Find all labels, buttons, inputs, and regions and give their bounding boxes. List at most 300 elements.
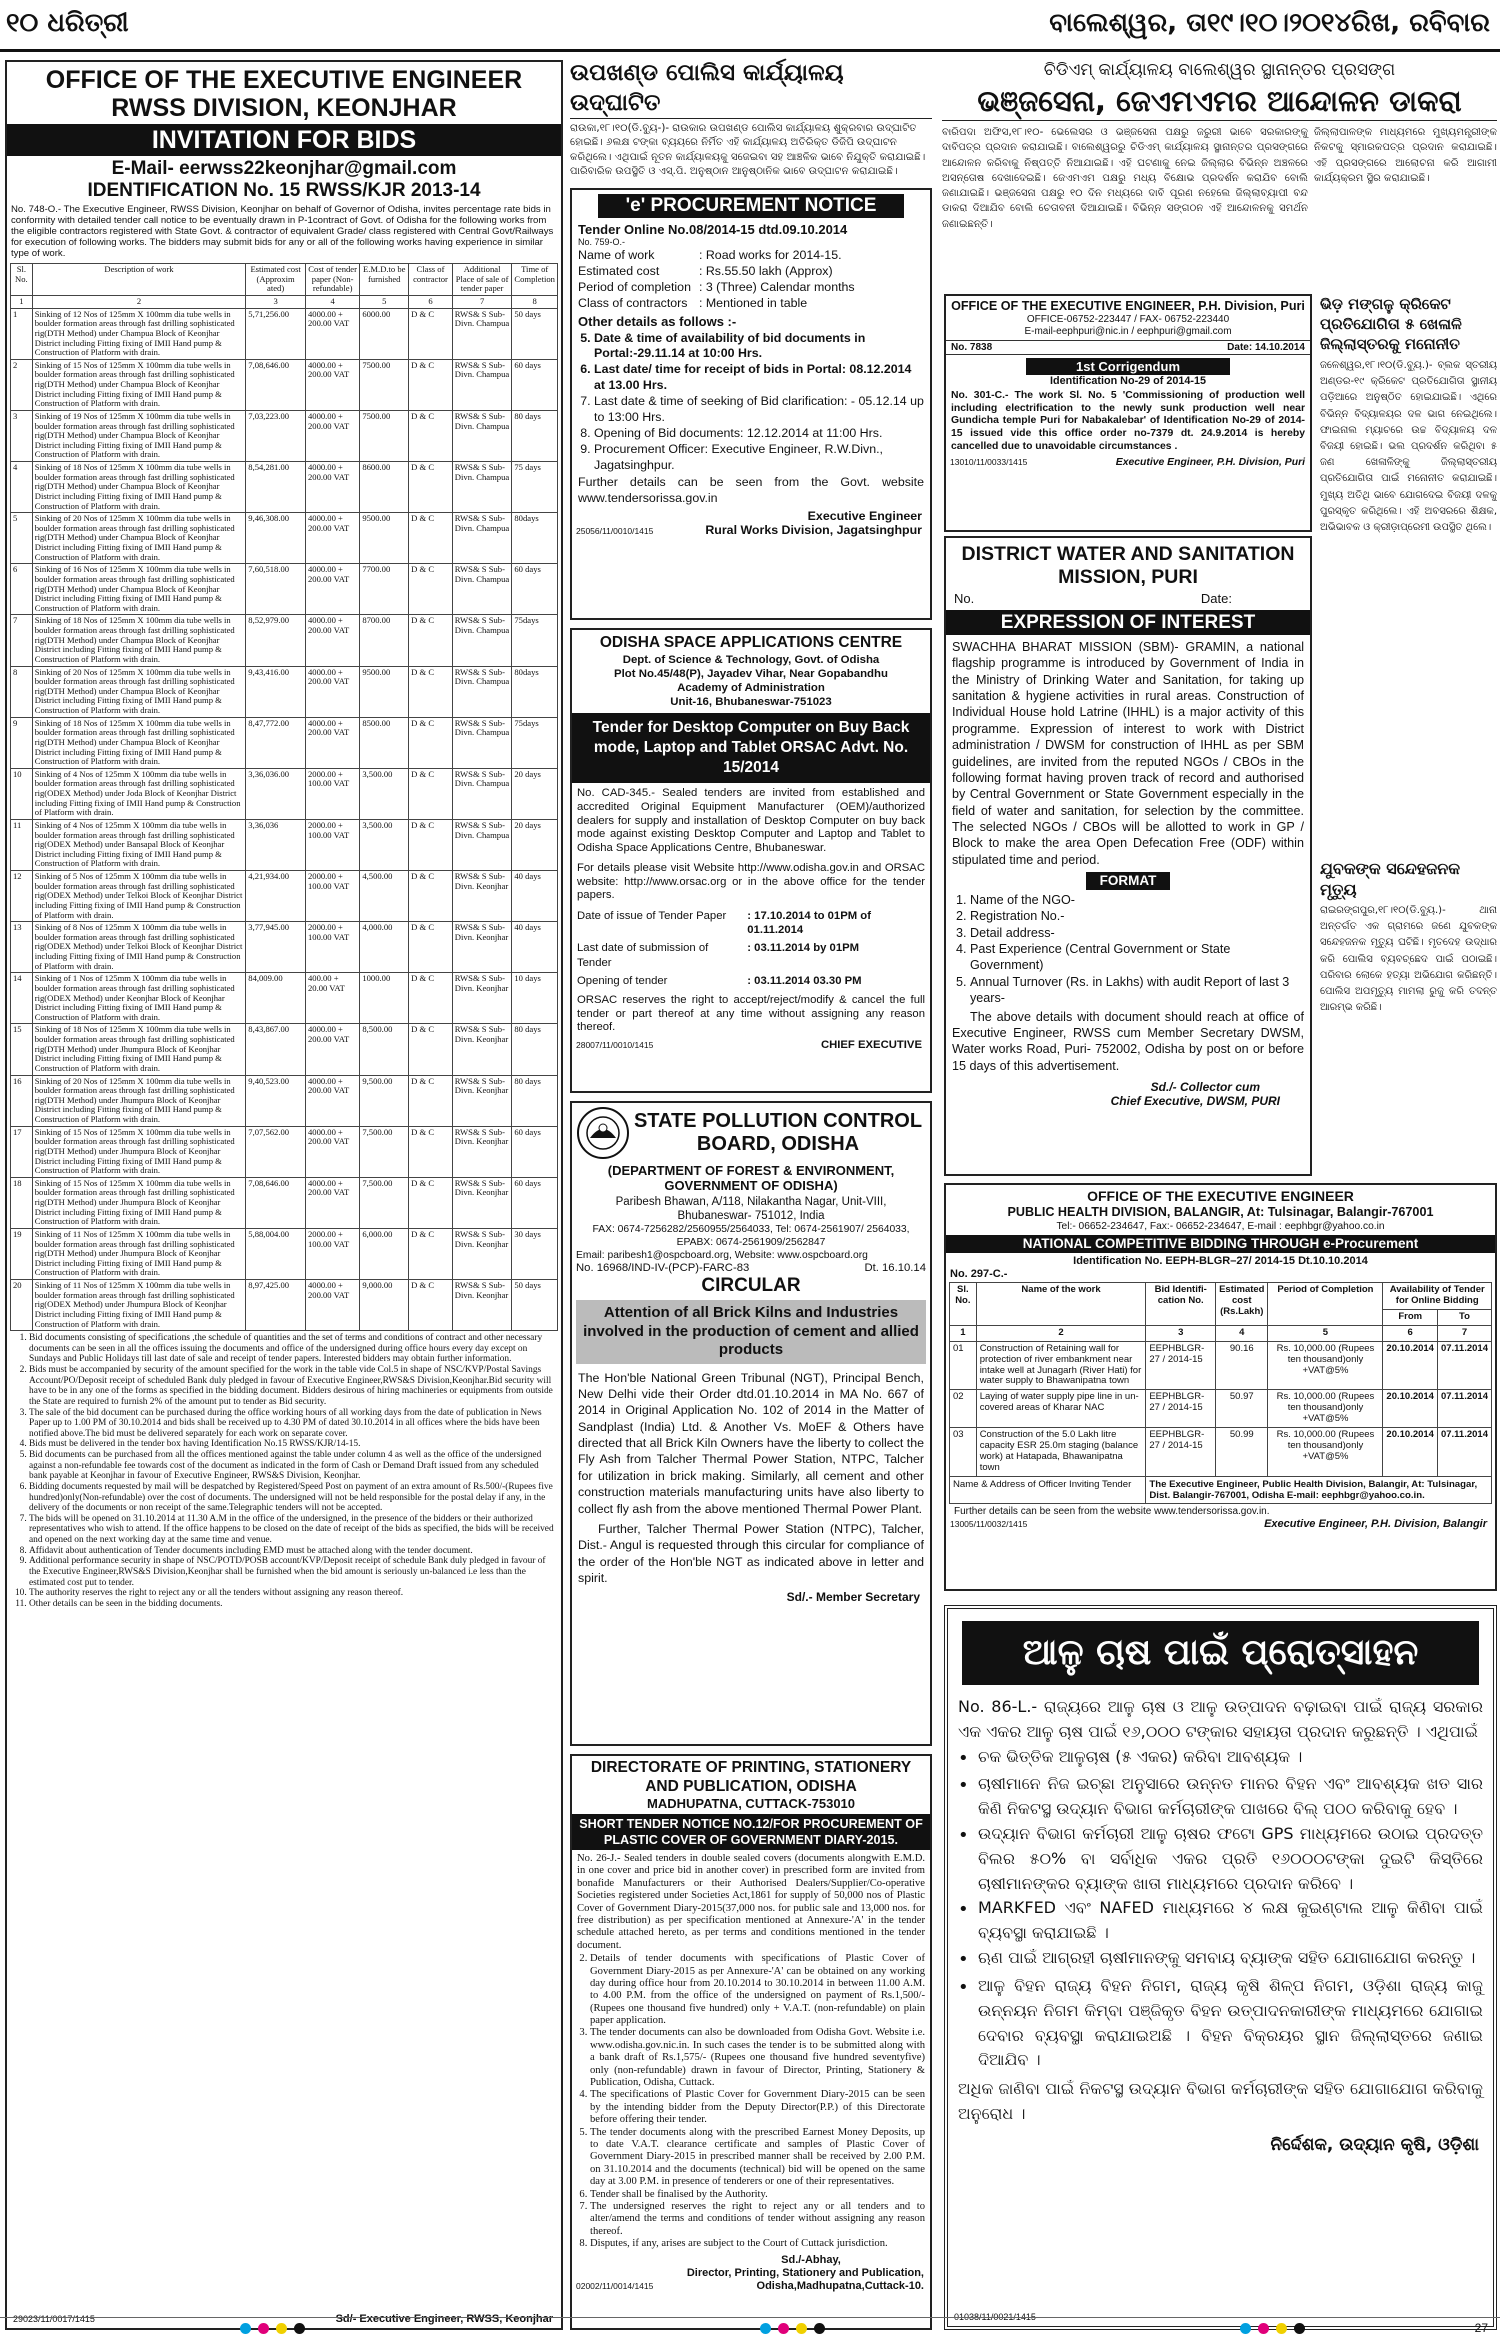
table-cell: Sinking of 18 Nos of 125mm X 100mm dia tube wells in boulder formation areas through fast drilling sophisticated rig(DTH Method) under Champua Block of Keonjhar District including Fitting fixing of IMII Hand pump & Construction of Platform with drain. [32,462,246,513]
table-cell: 4000.00 + 200.00 VAT [305,717,359,768]
format-item: 2. Registration No.- [970,908,1304,924]
bullet-text: ଆଳୁ ବିହନ ରାଜ୍ୟ ବିହନ ନିଗମ, ରାଜ୍ୟ କୃଷି ଶିଳ୍ପ ନିଗମ, ଓଡ଼ିଶା ରାଜ୍ୟ କାଜୁ ଉନ୍ନୟନ ନିଗମ କିମ୍ବା ପଞ୍ଜିକୃତ ବିହନ ଉତ୍ପାଦନକାରୀଙ୍କ ମାଧ୍ୟମରେ ଯୋଗାଇ ଦେବାର ବ୍ୟବସ୍ଥା କରାଯାଇଅଛି । ବିହନ ବିକ୍ରୟର ସ୍ଥାନ ଜିଲ୍ଲାସ୍ତରେ ଜଣାଇ ଦିଆଯିବ । [978,1975,1483,2070]
ad-code: 13010/11/0033/1415 [950,457,1028,468]
table-cell: 7,03,223.00 [246,410,306,461]
column-number: 2 [32,296,246,309]
circular-para1: The Hon'ble National Green Tribunal (NGT), Principal Bench, New Delhi vide their Order dtd.01.10.2014 in MA No. 667 of 2014 in Original Application No. 102 of 2014 in the Matter of Sandplast (India) Ltd. & Another Vs. MoEF & Others have directed that all Brick Kiln Owners have the liberty to collect the Fly Ash from Talcher Thermal Power Station, NTPC, Talcher for utilization in brick making. Similarly, all cement and other construction materials manufacturing units have also liberty to collect fly ash from the above mentioned Thermal Power Plant. [578,1370,924,1516]
bhanja-sena-news [942,58,1497,286]
row-number: 1 [11,308,33,359]
ad-sub1: Dept. of Science & Technology, Govt. of Odisha [622,654,880,666]
bullet-icon: • [958,1747,969,1769]
ad-code: 02002/11/0014/1415 [576,2280,654,2291]
news-kicker: ଚିଡିଏମ୍ କାର୍ଯ୍ୟାଳୟ ବାଲେଶ୍ୱର ସ୍ଥାନାନ୍ତର ପ୍ରସଙ୍ଗ [1043,60,1396,80]
table-cell: 2000.00 + 100.00 VAT [305,819,359,870]
table-cell: RWS& S Sub-Divn. Keonjhar [452,922,512,973]
date-row [577,939,925,971]
table-cell: 4000.00 + 200.00 VAT [305,410,359,461]
ad-code: 29023/11/0017/1415 [13,2314,95,2324]
orsac-ad [570,628,932,1093]
further-text: Further details can be seen from the website www.tendersorissa.gov.in. [954,1505,1270,1517]
note-item: 9. Additional performance security in shape of NSC/POTD/POSB account/KVP/Deposit receipt of schedule Bank duly pledged in favour of the Executive Engineer,RWS&S Division,Keonjhar shall be furnished when the bid amount is seriously un-balanced i.e less than the estimated cost put to tender. [29,1556,555,1588]
magenta-registration-dot [258,2323,269,2334]
ad-outro: ଅଧିକ ଜାଣିବା ପାଇଁ ନିକଟସ୍ଥ ଉଦ୍ୟାନ ବିଭାଗ କର୍ମଚାରୀଙ୍କ ସହିତ ଯୋଗାଯୋଗ କରିବାକୁ ଅନୁରୋଧ । [958,2079,1483,2123]
ad-subtitle: RWSS DIVISION, KEONJHAR [111,94,457,122]
column-number: 8 [512,296,558,309]
table-cell: Sinking of 18 Nos of 125mm X 100mm dia tube wells in boulder formation areas through fast drilling sophisticated rig(DTH Method) under Jhumpura Block of Keonjhar District including Fitting fixing of IMII Hand pump & Construction of Platform with drain. [32,1024,246,1075]
ad-intro: No. 748-O.- The Executive Engineer, RWSS Division, Keonjhar on behalf of Governor of Odisha, invites percentage rate bids in conformity with detailed tender call notice to be eventually drawn in P-1contract of Govt. of Odisha for the following works from the eligible contractors registered with State Govt. & contractor of equivalent Grade/ class registered with Central Govt/Railways for execution of following works. The bidders may submit bids for any or all of the following works having experience in similar type of work. [11,204,554,260]
ad-address1: Paribesh Bhawan, A/118, Nilakantha Nagar, Unit-VIII, [615,1196,887,1208]
table-cell: EEPHBLGR-27 / 2014-15 [1146,1428,1216,1477]
officer-label: Name & Address of Officer Inviting Tender [950,1476,1146,1503]
table-cell: 07.11.2014 [1437,1390,1491,1428]
table-cell: Sinking of 4 Nos of 125mm X 100mm dia tube wells in boulder formation areas through fast drilling sophisticated rig(ODEX Method) under Bansapal Block of Keonjhar District including Fitting fixing of IMII Hand pump & Construction of Platform with drain. [32,819,246,870]
table-cell: EEPHBLGR-27 / 2014-15 [1146,1390,1216,1428]
table-row [11,1280,558,1331]
note-item: 3. The sale of the bid document can be purchased during the office working hours of all working days from the date of publication in News Paper up to 1.00 PM of 30.10.2014 and bids shall be received up to 4.30 PM of dated 30.10.2014 in all offices where the bids have been notified above.The bid must be delivered separately for each work on separate cover. [29,1408,555,1440]
row-number: 19 [11,1228,33,1279]
item-label: Estimated cost [578,264,660,279]
sign-office: Rural Works Division, Jagatsinghpur [705,523,922,538]
table-cell: 50.97 [1216,1390,1268,1428]
ad-banner: Tender for Desktop Computer on Buy Back mode, Laptop and Tablet ORSAC Advt. No. 15/2014 [572,713,930,783]
table-cell: 8,97,425.00 [246,1280,306,1331]
ad-banner: SHORT TENDER NOTICE NO.12/FOR PROCUREMENT OF PLASTIC COVER OF GOVERNMENT DIARY-2015. [572,1814,930,1850]
cyan-registration-dot [1240,2323,1251,2334]
table-cell: RWS& S Sub-Divn. Champua [452,564,512,615]
table-cell: D & C [409,615,453,666]
yellow-registration-dot [276,2323,287,2334]
table-row [11,359,558,410]
date-value: : 03.11.2014 03.30 PM [747,974,862,987]
table-row [11,513,558,564]
magenta-registration-dot [778,2323,789,2334]
death-news [1320,858,1497,1154]
ad-identification: IDENTIFICATION No. 15 RWSS/KJR 2013-14 [87,180,481,201]
rwss-keonjhar-ad [5,60,563,2330]
ad-signature: ନିର୍ଦ୍ଦେଶକ, ଉଦ୍ୟାନ କୃଷି, ଓଡ଼ିଶା [1270,2134,1479,2155]
table-cell: 8600.00 [360,462,409,513]
cyan-registration-dot [760,2323,771,2334]
column-subheader: From [1383,1309,1438,1325]
news-body: ରାଉକା,୧୮।୧୦(ଡି.ବ୍ୟୁ-)- ରାଉକାର ଉପଖଣ୍ଡ ପୋଲିସ କାର୍ଯ୍ୟାଳୟ ଶୁକ୍ରବାର ଉଦ୍‌ଘାଟିତ ହୋଇଛି। ୬ଲକ୍ଷ ଟଙ୍କା ବ୍ୟୟରେ ନିର୍ମିତ ଏହି କାର୍ଯ୍ୟାଳୟ ଅତିରିକ୍ତ ଡିଜିପି ଉଦ୍‌ଘାଟନ କରିଥିଲେ। ଏଥିପାଇଁ ନୂତନ କାର୍ଯ୍ୟାଳୟକୁ ସଜେଇବା ସହ ଆଞ୍ଚଳିକ ଭାବେ ନିଯୁକ୍ତି କରାଯାଇଛି। ପାରିବାରିକ ଉପସ୍ଥିତି ଓ ଏସ୍.ପି. ଅନୁଷ୍ଠାନ ଆନୁଷ୍ଠାନିକ ଭାବେ ଉଦ୍‌ଘାଟନ କରାଯାଇଛି। [570,123,926,178]
table-cell: 9,40,523.00 [246,1075,306,1126]
black-registration-dot [814,2323,825,2334]
table-cell: Sinking of 15 Nos of 125mm X 100mm dia tube wells in boulder formation areas through fast drilling sophisticated rig(DTH Method) under Champua Block of Keonjhar District including Fitting fixing of IMII Hand pump & Construction of Platform with drain. [32,359,246,410]
page-header [0,0,1500,52]
table-row [11,871,558,922]
ad-sub3: Academy of Administration [677,682,825,694]
ad-title: STATE POLLUTION CONTROL BOARD, ODISHA [633,1110,923,1155]
condition-item: 2. Details of tender documents with specifications of Plastic Cover of Government Diary-2015 as per Annexure-'A' can be obtained on any working day during office hour from 20.10.2014 to 30.10.2014 in between 11.00 A.M. to 4.00 P.M. from the office of the undersigned on payment of Rs.1,500/-(Rupees one thousand five hundred) only + V.A.T. (non-refundable) on plain paper application. [590,1953,925,2027]
news-headline: ଯୁବକଙ୍କ ସନ୍ଦେହଜନକ ମୃତ୍ୟୁ [1320,859,1461,899]
column-header: Time of Completion [512,264,558,296]
column-header: Sl. No. [11,264,33,296]
ad-contacts: Tel:- 06652-234647, Fax:- 06652-234647, E-mail : eephbgr@yahoo.co.in [1056,1221,1385,1232]
table-cell: RWS& S Sub-Divn. Keonjhar [452,1228,512,1279]
item-value: : Mentioned in table [698,296,808,311]
table-cell: D & C [409,410,453,461]
table-cell: Sinking of 20 Nos of 125mm X 100mm dia tube wells in boulder formation areas through fast drilling sophisticated rig(DTH Method) under Champua Block of Keonjhar District including Fitting fixing of IMII Hand pump & Construction of Platform with drain. [32,666,246,717]
format-item: 4. Past Experience (Central Government or State Government) [970,941,1304,974]
table-row [11,666,558,717]
table-cell: Rs. 10,000.00 (Rupees ten thousand)only +VAT@5% [1268,1428,1383,1477]
format-label: FORMAT [1086,872,1170,890]
items-table [578,247,855,312]
row-number: 10 [11,768,33,819]
table-cell: RWS& S Sub-Divn. Keonjhar [452,1075,512,1126]
table-cell: 4000.00 + 200.00 VAT [305,513,359,564]
row-number: 6 [11,564,33,615]
table-cell: 20.10.2014 [1383,1341,1438,1390]
ad-code: 28007/11/0010/1415 [576,1040,654,1051]
notice-number: No. 297-C.- [950,1268,1008,1280]
table-cell: 60 days [512,1177,558,1228]
bullet-icon: • [958,1899,969,1921]
table-cell: D & C [409,1075,453,1126]
table-cell: Rs. 10,000.00 (Rupees ten thousand)only +VAT@5% [1268,1390,1383,1428]
table-cell: 4000.00 + 200.00 VAT [305,308,359,359]
table-cell: 80 days [512,1075,558,1126]
row-number: 17 [11,1126,33,1177]
table-row [11,1075,558,1126]
table-cell: 10 days [512,973,558,1024]
table-cell: RWS& S Sub-Divn. Keonjhar [452,1024,512,1075]
table-cell: RWS& S Sub-Divn. Keonjhar [452,871,512,922]
table-cell: 60 days [512,1126,558,1177]
item-row [578,295,855,311]
row-number: 11 [11,819,33,870]
row-number: 18 [11,1177,33,1228]
bullet-list [948,1745,1493,2074]
table-row [11,1228,558,1279]
tender-number: Tender Online No.08/2014-15 dtd.09.10.2014 [578,222,848,237]
table-cell: 8,52,979.00 [246,615,306,666]
ad-body: No. 301-C.- The work Sl. No. 5 'Commissioning of production well including electrification to the newly sunk production well near Gundicha temple Puri for Nabakalebar' of Identification No-29 of 2014-15 issued vide this office order no-7379 dt. 24.9.2014 is hereby cancelled due to unavoidable circumstances . [951,390,1305,452]
table-cell: 2000.00 + 100.00 VAT [305,922,359,973]
table-cell: 20 days [512,768,558,819]
sign-line2: Chief Executive, DWSM, PURI [1110,1093,1280,1108]
table-cell: 60 days [512,564,558,615]
table-cell: RWS& S Sub-Divn. Keonjhar [452,1280,512,1331]
ad-email: E-mail-eephpuri@nic.in / eephpuri@gmail.com [1024,326,1232,337]
ad-signature: Executive Engineer, P.H. Division, Balangir [1264,1517,1487,1530]
bullet-icon: • [958,1976,969,1998]
news-body: ରାଇରଙ୍ଗପୁର,୧୮।୧୦(ଡି.ବ୍ୟୁ.)- ଥାନା ଅନ୍ତର୍ଗତ ଏକ ଗ୍ରାମରେ ଜଣେ ଯୁବକଙ୍କ ସନ୍ଦେହଜନକ ମୃତ୍ୟୁ ଘଟିଛି। ମୃତଦେହ ଉଦ୍ଧାର କରି ପୋଲିସ ବ୍ୟବଚ୍ଛେଦ ପାଇଁ ପଠାଇଛି। ପରିବାର ଲୋକେ ହତ୍ୟା ଅଭିଯୋଗ କରିଛନ୍ତି। ପୋଲିସ ଅପମୃତ୍ୟୁ ମାମଲା ରୁଜୁ କରି ତଦନ୍ତ ଆରମ୍ଭ କରିଛି। [1320,905,1497,1014]
table-cell: Sinking of 8 Nos of 125mm X 100mm dia tube wells in boulder formation areas through fast drilling sophisticated rig(ODEX Method) under Telkoi Block of Keonjhar District including Fitting fixing of IMII Hand pump & Construction of Platform with drain. [32,922,246,973]
table-row [950,1428,1492,1477]
news-headline: ଉପଖଣ୍ଡ ପୋଲିସ କାର୍ଯ୍ୟାଳୟ ଉଦ୍‌ଘାଟିତ [570,58,932,119]
column-number: 6 [409,296,453,309]
ad-title: OFFICE OF THE EXECUTIVE ENGINEER [45,66,523,94]
news-headline: ଭଞ୍ଜସେନା, ଜେଏମଏମର ଆନ୍ଦୋଳନ ଡାକରା [942,82,1497,121]
table-cell: 9,43,416.00 [246,666,306,717]
table-cell: 9,000.00 [360,1280,409,1331]
table-cell: D & C [409,717,453,768]
table-cell: 7,60,518.00 [246,564,306,615]
row-number: 2 [11,359,33,410]
table-cell: RWS& S Sub-Divn. Champua [452,462,512,513]
table-cell: 84,009.00 [246,973,306,1024]
cyan-registration-dot [240,2323,251,2334]
table-cell: 7500.00 [360,410,409,461]
table-cell: D & C [409,359,453,410]
ad-code: 25056/11/0010/1415 [576,526,654,537]
row-number: 16 [11,1075,33,1126]
point-item: 7. Last date & time of seeking of Bid clarification: - 05.12.14 up to 13:00 Hrs. [594,394,924,426]
condition-item: 4. The specifications of Plastic Cover for Government Diary-2015 can be seen by the intending bidder from the Deputy Director(P.P.) of this Directorate before offering their tender. [590,2089,925,2126]
table-cell: D & C [409,308,453,359]
ad-signature: Sd/- Executive Engineer, RWSS, Keonjhar [335,2313,553,2325]
bullet-icon: • [958,1825,969,1847]
table-cell: Sinking of 19 Nos of 125mm X 100mm dia tube wells in boulder formation areas through fast drilling sophisticated rig(DTH Method) under Champua Block of Keonjhar District including Fitting fixing of IMII Hand pump & Construction of Platform with drain. [32,410,246,461]
table-cell: 75days [512,717,558,768]
column-header: Bid Identifi-cation No. [1146,1283,1216,1326]
table-cell: 80days [512,666,558,717]
table-cell: 6,000.00 [360,1228,409,1279]
balangir-ph-ad [944,1183,1497,1591]
ad-signature: CHIEF EXECUTIVE [820,1039,922,1052]
table-cell: 8,47,772.00 [246,717,306,768]
table-cell: 40 days [512,871,558,922]
table-cell: Construction of the 5.0 Lakh litre capacity ESR 25.0m staging (balance work) at Hatapada, Bhawanipatna town [976,1428,1146,1477]
column-header: Sl. No. [950,1283,977,1326]
ad-email: E-Mail- eerwss22keonjhar@gmail.com [111,158,457,179]
ad-body: No. CAD-345.- Sealed tenders are invited from established and accredited Original Equipment Manufacturer (OEM)/authorized dealers for supply and installation of Desktop Computer on buy back mode against existing Desktop Computer and Laptop and Tablet to Odisha Space Applications Centre, Bhubaneswar. [577,787,925,855]
date-value: : 03.11.2014 by 01PM [747,942,860,955]
table-cell: 3,36,036.00 [246,768,306,819]
table-cell: 1000.00 [360,973,409,1024]
table-cell: D & C [409,513,453,564]
format-item: 3. Detail address- [970,925,1304,941]
note-item: 10. The authority reserves the right to reject any or all the tenders without assigning any reason thereof. [29,1588,555,1599]
news-body-side: ଜିଲ୍ଲାପାଳଙ୍କ ମାଧ୍ୟମରେ ମୁଖ୍ୟମନ୍ତ୍ରୀଙ୍କ ନିକଟକୁ ସ୍ମାରକପତ୍ର ପ୍ରଦାନ କରାଯାଇଛି। ଏହି ପ୍ରସଙ୍ଗରେ ଆଲୋଚନା କରି ଆଗାମୀ କାର୍ଯ୍ୟକ୍ରମ ସ୍ଥିର କରାଯାଇଛି। [1314,127,1497,184]
column-number: 4 [1216,1325,1268,1341]
notice-date: Date: 14.10.2014 [1227,342,1305,353]
ad-address2: Bhubaneswar- 751012, India [677,1210,825,1222]
news-headline: ଭିଡ଼ ମଙ୍ଗଳୁ କ୍ରିକେଟ ପ୍ରତିଯୋଗିତା ୫ ଖେଳାଳି ଜିଲ୍ଲାସ୍ତରକୁ ମନୋନୀତ [1320,295,1462,353]
column-header: Period of Completion [1268,1283,1383,1326]
note-item: 6. Bidding documents requested by mail will be despatched by Registered/Speed Post on payment of an extra amount of Rs.500/-(Rupees five hundred)only(Non-refundable) over the cost of documents. The undersigned will not be held responsible for the postal delay if any, in the delivery of the documents or non receipt of the same.Telegraphic tenders will not be accepted. [29,1482,555,1514]
table-cell: 7,07,562.00 [246,1126,306,1177]
column-number: 1 [11,296,33,309]
officer-address: The Executive Engineer, Public Health Division, Balangir, At: Tulsinagar, Dist. Balangir-767001, Odisha E-mail: eephbgr@yahoo.co.in. [1146,1476,1492,1503]
table-cell: RWS& S Sub-Divn. Keonjhar [452,973,512,1024]
table-row [11,1126,558,1177]
yellow-registration-dot [796,2323,807,2334]
table-row [950,1390,1492,1428]
column-header: Cost of tender paper (Non-refundable) [305,264,359,296]
table-cell: D & C [409,922,453,973]
format-item: 5. Annual Turnover (Rs. in Lakhs) with audit Report of last 3 years- [970,974,1304,1007]
ad-code: 01038/11/0021/1415 [954,2312,1036,2322]
column-header: Additional Place of sale of tender paper [452,264,512,296]
page-number: ୧୦ ଧରିତ୍ରୀ [6,8,129,38]
table-cell: Sinking of 20 Nos of 125mm X 100mm dia tube wells in boulder formation areas through fast drilling sophisticated rig(DTH Method) under Champua Block of Keonjhar District including Fitting fixing of IMII Hand pump & Construction of Platform with drain. [32,513,246,564]
table-row [11,564,558,615]
dates-table [577,907,925,990]
table-cell: 4,000.00 [360,922,409,973]
bullet-item [958,1946,1483,1974]
table-cell: 400.00 + 20.00 VAT [305,973,359,1024]
format-item: 1. Name of the NGO- [970,892,1304,908]
ad-body: No. 26-J.- Sealed tenders in double sealed covers (documents alongwith E.M.D. in one cover and price bid in another cover) in prescribed form are invited from bonafide Manufacturers or their Authorised Dealers/Supplier/Co-operative Societies registered under Societies Act,1861 for supply of 50,000 nos of Plastic Cover of Government Diary-2015(37,000 nos. for public sale and 13,000 nos. for free distribution) as per specification mentioned at Annexure-'A' in the tender schedule attached hereto, as per terms and conditions mentioned in the tender document. [577,1853,925,1951]
table-cell: RWS& S Sub-Divn. Champua [452,410,512,461]
item-label: Period of completion [578,280,691,295]
table-cell: 3,500.00 [360,819,409,870]
table-cell: 2000.00 + 100.00 VAT [305,871,359,922]
ad-title: DIRECTORATE OF PRINTING, STATIONERY AND PUBLICATION, ODISHA [590,1759,912,1795]
row-number: 3 [11,410,33,461]
table-cell: 4000.00 + 200.00 VAT [305,1075,359,1126]
table-cell: D & C [409,768,453,819]
table-cell: 4,21,934.00 [246,871,306,922]
bullet-item [958,1745,1483,1773]
magenta-registration-dot [1258,2323,1269,2334]
table-cell: 80 days [512,1024,558,1075]
table-cell: Sinking of 11 Nos of 125mm X 100mm dia tube wells in boulder formation areas through fast drilling sophisticated rig(DTH Method) under Jhumpura Block of Keonjhar District including Fitting fixing of IMII Hand pump & Construction of Platform with drain. [32,1228,246,1279]
condition-item: 7. The undersigned reserves the right to reject any or all tenders and to alter/amend the terms and conditions of tender without assigning any reason thereof. [590,2201,925,2238]
table-cell: Construction of Retaining wall for protection of river embankment near intake well at Junagarh (River Hati) for water supply to Bhawanipatna town [976,1341,1146,1390]
row-number: 02 [950,1390,977,1428]
notes-list [7,1331,561,1609]
table-row [11,462,558,513]
ad-sub4: Unit-16, Bhubaneswar-751023 [670,696,832,708]
table-cell: Sinking of 4 Nos of 125mm X 100mm dia tube wells in boulder formation areas through fast drilling sophisticated rig(ODEX Method) under Joda Block of Keonjhar District including Fitting fixing of IMII Hand pump & Construction of Platform with drain. [32,768,246,819]
table-cell: 8,43,867.00 [246,1024,306,1075]
table-cell: D & C [409,973,453,1024]
table-cell: 5,71,256.00 [246,308,306,359]
news-body: ଜଳେଶ୍ୱର,୧୮।୧୦(ଡି.ବ୍ୟୁ.)- ବ୍ଲକ ସ୍ତରୀୟ ଅଣ୍ଡର-୧୯ କ୍ରିକେଟ ପ୍ରତିଯୋଗିତା ସ୍ଥାନୀୟ ପଡ଼ିଆରେ ଅନୁଷ୍ଠିତ ହୋଇଯାଇଛି। ଏଥିରେ ବିଭିନ୍ନ ବିଦ୍ୟାଳୟର ଦଳ ଭାଗ ନେଇଥିଲେ। ଫାଇନାଲ ମ୍ୟାଚରେ ଉଚ୍ଚ ବିଦ୍ୟାଳୟ ଦଳ ବିଜୟୀ ହୋଇଛି। ଭଲ ପ୍ରଦର୍ଶନ କରିଥିବା ୫ ଜଣ ଖେଳାଳିଙ୍କୁ ଜିଲ୍ଲାସ୍ତରୀୟ ପ୍ରତିଯୋଗିତା ପାଇଁ ମନୋନୀତ କରାଯାଇଛି। ମୁଖ୍ୟ ଅତିଥି ଭାବେ ଯୋଗଦେଇ ବିଜୟୀ ଦଳକୁ ପୁରସ୍କୃତ କରିଥିଲେ। ଏହି ଅବସରରେ ଶିକ୍ଷକ, ଅଭିଭାବକ ଓ କ୍ରୀଡ଼ାପ୍ରେମୀ ଉପସ୍ଥିତ ଥିଲେ। [1320,360,1497,533]
bullet-text: ଉଦ୍ୟାନ ବିଭାଗ କର୍ମଚାରୀ ଆଳୁ ଚାଷର ଫଟୋ GPS ମାଧ୍ୟମରେ ଉଠାଇ ପ୍ରଦତ୍ତ ବିଲର ୫୦% ବା ସର୍ବାଧିକ ଏକର ପ୍ରତି ୧୬୦୦୦ଟଙ୍କା ଦୁଇଟି କିସ୍ତିରେ ଚାଷୀମାନଙ୍କର ବ୍ୟାଙ୍କ ଖାତା ମାଧ୍ୟମରେ ପ୍ରଦାନ କରିବେ । [978,1824,1483,1893]
table-cell: 4,500.00 [360,871,409,922]
column-header: Estimated cost (Approxim ated) [246,264,306,296]
ad-signature: Executive Engineer, P.H. Division, Puri [1115,457,1305,469]
ad-title: OFFICE OF THE EXECUTIVE ENGINEER [1087,1188,1354,1204]
condition-item: 6. Tender shall be finalised by the Authority. [590,2189,925,2201]
attention-box: Attention of all Brick Kilns and Industries involved in the production of cement and allied products [576,1300,926,1364]
sign-designation: Director, Printing, Stationery and Publication, [686,2266,924,2279]
note-item: 11. Other details can be seen in the bidding documents. [29,1599,555,1610]
condition-item: 3. The tender documents can also be downloaded from Odisha Govt. Website i.e. www.odisha.gov.nic.in. In such cases the tender is to be submitted along with a bank draft of Rs.1,575/- (Rupees one thousand five hundred seventyfive) only (non-refundable) drawn in favour of Director, Printing, Stationery & Publication, Odisha, Cuttack. [590,2027,925,2089]
table-cell: Sinking of 18 Nos of 125mm X 100mm dia tube wells in boulder formation areas through fast drilling sophisticated rig(DTH Method) under Champua Block of Keonjhar District including Fitting fixing of IMII Hand pump & Construction of Platform with drain. [32,615,246,666]
table-cell: 30 days [512,1228,558,1279]
table-cell: 9500.00 [360,666,409,717]
table-cell: Sinking of 1 Nos of 125mm X 100mm dia tube wells in boulder formation areas through fast drilling sophisticated rig(ODEX Method) under Keonjhar Block of Keonjhar District including Fitting fixing of IMII Hand pump & Construction of Platform with drain. [32,973,246,1024]
item-row [578,263,855,279]
table-cell: RWS& S Sub-Divn. Keonjhar [452,1177,512,1228]
table-cell: Sinking of 11 Nos of 125mm X 100mm dia tube wells in boulder formation areas through fast drilling sophisticated rig(ODEX Method) under Jhumpura Block of Keonjhar District including Fitting fixing of IMII Hand pump & Construction of Platform with drain. [32,1280,246,1331]
corrigendum-label: 1st Corrigendum [1026,358,1230,375]
column-number: 7 [1437,1325,1491,1341]
table-cell: 6000.00 [360,308,409,359]
table-row [11,308,558,359]
column-header: Availability of Tender for Online Bidding [1383,1283,1492,1310]
column-number: 4 [305,296,359,309]
table-cell: 9,500.00 [360,1075,409,1126]
column-number: 3 [246,296,306,309]
table-row [11,768,558,819]
table-cell: Sinking of 15 Nos of 125mm X 100mm dia tube wells in boulder formation areas through fast drilling sophisticated rig(DTH Method) under Jhumpura Block of Keonjhar District including Fitting fixing of IMII Hand pump & Construction of Platform with drain. [32,1177,246,1228]
condition-item: 8. Disputes, if any, arises are subject to the Court of Cuttack jurisdiction. [590,2238,925,2250]
table-cell: 80 days [512,410,558,461]
table-cell: RWS& S Sub-Divn. Champua [452,359,512,410]
table-cell: 4000.00 + 200.00 VAT [305,1126,359,1177]
ad-address: MADHUPATNA, CUTTACK-753010 [646,1796,856,1811]
news-body: ବାରିପଦା ଅଫିସ,୧୮।୧୦- ଭେଲେସର ଓ ଭଞ୍ଜସେନା ପକ୍ଷରୁ ଜରୁରୀ ଭାବେ ସରକାରଙ୍କୁ ଦାବିପତ୍ର ପ୍ରଦାନ କରାଯାଇଛି। ବାଲେଶ୍ୱରରୁ ଚିଡିଏମ୍ କାର୍ଯ୍ୟାଳୟ ସ୍ଥାନାନ୍ତର ପ୍ରସଙ୍ଗରେ ଆନ୍ଦୋଳନ କରିବାକୁ ନିଷ୍ପତ୍ତି ନିଆଯାଇଛି। ଏହି ଘଟଣାକୁ ନେଇ ଜିଲ୍ଲାର ବିଭିନ୍ନ ଅଞ୍ଚଳରେ ଅସନ୍ତୋଷ ଦେଖାଦେଇଛି। ଜେଏମଏମ ପକ୍ଷରୁ ମଧ୍ୟ ବିକ୍ଷୋଭ ପ୍ରଦର୍ଶନ କରାଯିବ ବୋଲି ଜଣାଯାଇଛି। ଭଞ୍ଜସେନା ପକ୍ଷରୁ ୧୦ ଦିନ ମଧ୍ୟରେ ଦାବି ପୂରଣ ନହେଲେ ଜିଲ୍ଲାବ୍ୟାପୀ ବନ୍ଦ ଡାକରା ଦିଆଯିବ ବୋଲି ଚେତାବନୀ ଦିଆଯାଇଛି। ବିଭିନ୍ନ ସଙ୍ଗଠନ ଏହି ଆନ୍ଦୋଳନକୁ ସମର୍ଥନ ଜଣାଇଛନ୍ତି। [942,127,1308,230]
table-cell: 8,500.00 [360,1024,409,1075]
works-table [949,1282,1492,1504]
conditions-list [590,1953,930,2250]
bullet-icon: • [958,1949,969,1971]
row-number: 01 [950,1341,977,1390]
row-number: 4 [11,462,33,513]
table-row [11,615,558,666]
point-item: 9. Procurement Officer: Executive Engineer, R.W.Divn., Jagatsinghpur. [594,442,924,474]
bullet-text: ଋଣ ପାଇଁ ଆଗ୍ରହୀ ଚାଷୀମାନଙ୍କୁ ସମବାୟ ବ୍ୟାଙ୍କ ସହିତ ଯୋଗାଯୋଗ କରନ୍ତୁ । [978,1948,1476,1968]
dwsm-puri-ad [944,536,1312,1176]
circular-para2: Further, Talcher Thermal Power Station (NTPC), Talcher, Dist.- Angul is requested through this circular for compliance of the order of the Hon'ble NGT as indicated above in letter and spirit. [578,1521,924,1585]
page-date: ବାଲେଶ୍ୱର, ତା୧୯।୧୦।୨୦୧୪ରିଖ, ରବିବାର [1049,8,1490,38]
table-cell: Sinking of 5 Nos of 125mm X 100mm dia tube wells in boulder formation areas through fast drilling sophisticated rig(ODEX Method) under Telkoi Block of Keonjhar District including Fitting fixing of IMII Hand pump & Construction of Platform with drain. [32,871,246,922]
table-cell: 7500.00 [360,359,409,410]
points-list [594,331,930,474]
ad-banner: NATIONAL COMPETITIVE BIDDING THROUGH e-Procurement [946,1235,1495,1253]
table-cell: 4000.00 + 200.00 VAT [305,462,359,513]
sign-title: Executive Engineer [807,509,922,524]
bullet-item [958,1822,1483,1896]
ad-sub2: Plot No.45/48(P), Jayadev Vihar, Near Gopabandhu [614,668,888,680]
table-cell: RWS& S Sub-Divn. Champua [452,513,512,564]
table-cell: 3,77,945.00 [246,922,306,973]
column-number: 2 [976,1325,1146,1341]
black-registration-dot [1294,2323,1305,2334]
row-number: 7 [11,615,33,666]
table-cell: 5,88,004.00 [246,1228,306,1279]
row-number: 8 [11,666,33,717]
table-cell: Sinking of 16 Nos of 125mm X 100mm dia tube wells in boulder formation areas through fast drilling sophisticated rig(DTH Method) under Champua Block of Keonjhar District including Fitting fixing of IMII Hand pump & Construction of Platform with drain. [32,564,246,615]
table-cell: 9500.00 [360,513,409,564]
column-header: Description of work [32,264,246,296]
table-cell: 20.10.2014 [1383,1428,1438,1477]
other-label: Other details as follows :- [578,313,737,329]
table-cell: 75days [512,615,558,666]
table-row [11,922,558,973]
circular-label: CIRCULAR [701,1275,801,1296]
table-cell: RWS& S Sub-Divn. Keonjhar [452,1126,512,1177]
ad-code: 13005/11/0032/1415 [950,1518,1028,1529]
ad-contacts: FAX: 0674-7256282/2560955/2564033, Tel: 0674-2561907/ 2564033, EPABX: 0674-2561909/2562847 [592,1224,910,1248]
ad-dept: (DEPARTMENT OF FOREST & ENVIRONMENT, GOVERNMENT OF ODISHA) [607,1163,895,1193]
row-number: 12 [11,871,33,922]
table-cell: D & C [409,1024,453,1075]
table-row [11,1177,558,1228]
ad-identification: Identification No-29 of 2014-15 [1050,375,1206,387]
table-cell: Sinking of 15 Nos of 125mm X 100mm dia tube wells in boulder formation areas through fast drilling sophisticated rig(DTH Method) under Jhumpura Block of Keonjhar District including Fitting fixing of IMII Hand pump & Construction of Platform with drain. [32,1126,246,1177]
ad-headline: ଆଳୁ ଚାଷ ପାଇଁ ପ୍ରୋତ୍ସାହନ [962,1621,1479,1685]
table-cell: 20.10.2014 [1383,1390,1438,1428]
table-cell: 7700.00 [360,564,409,615]
cricket-news [1320,294,1497,854]
item-label: Class of contractors [578,296,688,311]
ad-signature: Sd/.- Member Secretary [786,1590,920,1605]
puri-corrigendum-ad [944,294,1312,532]
column-header: Name of the work [976,1283,1146,1326]
bullet-item [958,1974,1483,2073]
table-cell: 20 days [512,819,558,870]
notice-date: Dt. 16.10.14 [864,1262,926,1274]
black-registration-dot [294,2323,305,2334]
format-list [970,892,1310,1007]
